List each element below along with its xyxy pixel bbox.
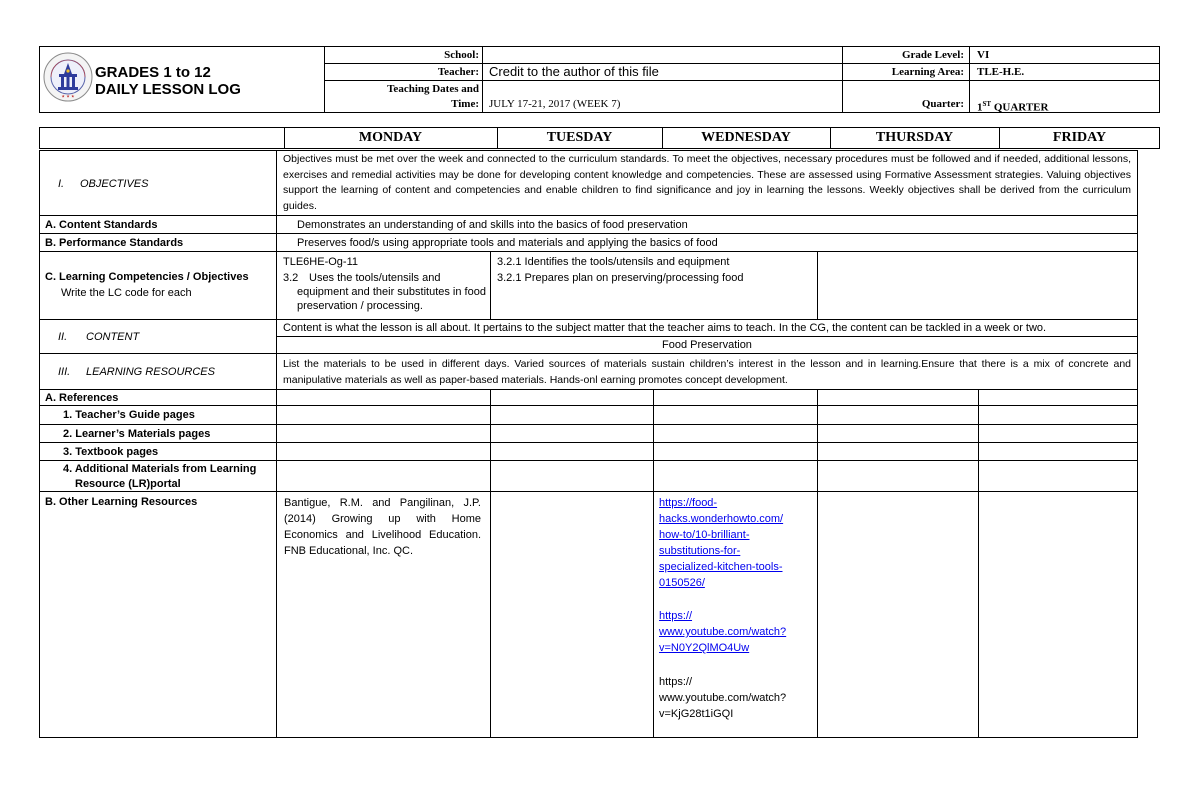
additional-materials-label-line1: 4. Additional Materials from Learning [63,463,257,475]
objectives-text: Objectives must be met over the week and connected to the curriculum standards. To meet the objectives, necessary procedures must be followed and if needed, additional lessons, exercises and remedial activities may be done for developing content knowledge and competencies. These are assessed using Formative Assessment strategies. Valuing objectives support the learning of content and competencies and enable children to find significance and joy in learning the lessons. Weekly objectives shall be derived from the curriculum guides. [283,153,1131,212]
dates-label-line1: Teaching Dates and [387,83,479,95]
content-text: Content is what the lesson is all about. It pertains to the subject matter that the teacher aims to teach. In the CG, the content can be tackled in a week or two. [283,322,1047,334]
learning-resources-text: List the materials to be used in different days. Varied sources of materials sustain children’s interest in the lesson and in learning.Ensure that there is a mix of concrete and manipulative materials as well as paper-based materials. Hands-onl earning promotes concept development. [283,358,1131,386]
link-food-hacks[interactable]: https://food- hacks.wonderhowto.com/ how-to/10-brilliant- substitutions-for- specialized-kitchen-tools- 0150526/ [659,497,784,589]
teacher-label: Teacher: [437,66,479,78]
grade-level-value: VI [977,49,990,61]
wednesday-link-2[interactable] [659,608,786,656]
competency-tuesday-line2: 3.2.1 Prepares plan on preserving/processing food [497,272,744,284]
objectives-label: I. OBJECTIVES [58,178,149,190]
day-thursday: THURSDAY [875,130,954,145]
teacher-value: Credit to the author of this file [489,64,659,79]
textbook-pages-label: 3. Textbook pages [63,446,159,458]
content-standards-label: A. Content Standards [45,219,158,231]
teachers-guide-label: 1. Teacher’s Guide pages [63,409,195,421]
day-tuesday: TUESDAY [546,130,613,145]
learning-area-label: Learning Area: [891,66,964,78]
competency-number-monday: 3.2 [283,272,299,284]
deped-seal-icon [43,52,93,102]
content-topic: Food Preservation [662,339,752,351]
learning-area-value: TLE-H.E. [977,66,1025,78]
content-standards-text: Demonstrates an understanding of and skills into the basics of food preservation [297,219,688,231]
wednesday-link-3: https:// www.youtube.com/watch? v=KjG28t1iGQI [659,676,787,720]
performance-standards-label: B. Performance Standards [45,237,184,249]
title-line-1: GRADES 1 to 12 [95,64,211,81]
day-friday: FRIDAY [1052,130,1107,145]
day-monday: MONDAY [358,130,423,145]
monday-reference: Bantigue, R.M. and Pangilinan, J.P. (2014) Growing up with Home Economics and Livelihood Education. FNB Educational, Inc. QC. [284,497,481,557]
learning-resources-label: III. LEARNING RESOURCES [58,366,215,378]
title-line-2: DAILY LESSON LOG [95,81,241,98]
competency-text-monday: Uses the tools/utensils and equipment and their substitutes in food preservation / processing. [297,272,486,312]
competency-tuesday-line1: 3.2.1 Identifies the tools/utensils and equipment [497,256,730,268]
learners-materials-label: 2. Learner’s Materials pages [63,428,211,440]
additional-materials-label-line2: Resource (LR)portal [75,478,181,490]
grade-level-label: Grade Level: [901,49,964,61]
quarter-label: Quarter: [921,98,964,110]
day-wednesday: WEDNESDAY [701,130,791,145]
content-label: II. CONTENT [58,331,140,343]
school-label: School: [444,49,479,61]
dates-value: JULY 17-21, 2017 (WEEK 7) [489,98,621,110]
quarter-value: 1ST QUARTER [977,100,1049,114]
competencies-label: C. Learning Competencies / Objectives [45,271,249,283]
other-resources-label: B. Other Learning Resources [45,496,198,508]
references-label: A. References [45,392,119,404]
dates-label-line2: Time: [451,98,479,110]
link-youtube-1[interactable]: https:// www.youtube.com/watch? v=N0Y2QlMO4Uw [659,610,787,654]
competencies-sublabel: Write the LC code for each [61,287,192,299]
svg-text:★ ★ ★: ★ ★ ★ [61,93,75,99]
wednesday-link-1[interactable] [659,495,783,591]
performance-standards-text: Preserves food/s using appropriate tools and materials and applying the basics of food [297,237,718,249]
competency-code-monday: TLE6HE-Og-11 [283,256,358,268]
